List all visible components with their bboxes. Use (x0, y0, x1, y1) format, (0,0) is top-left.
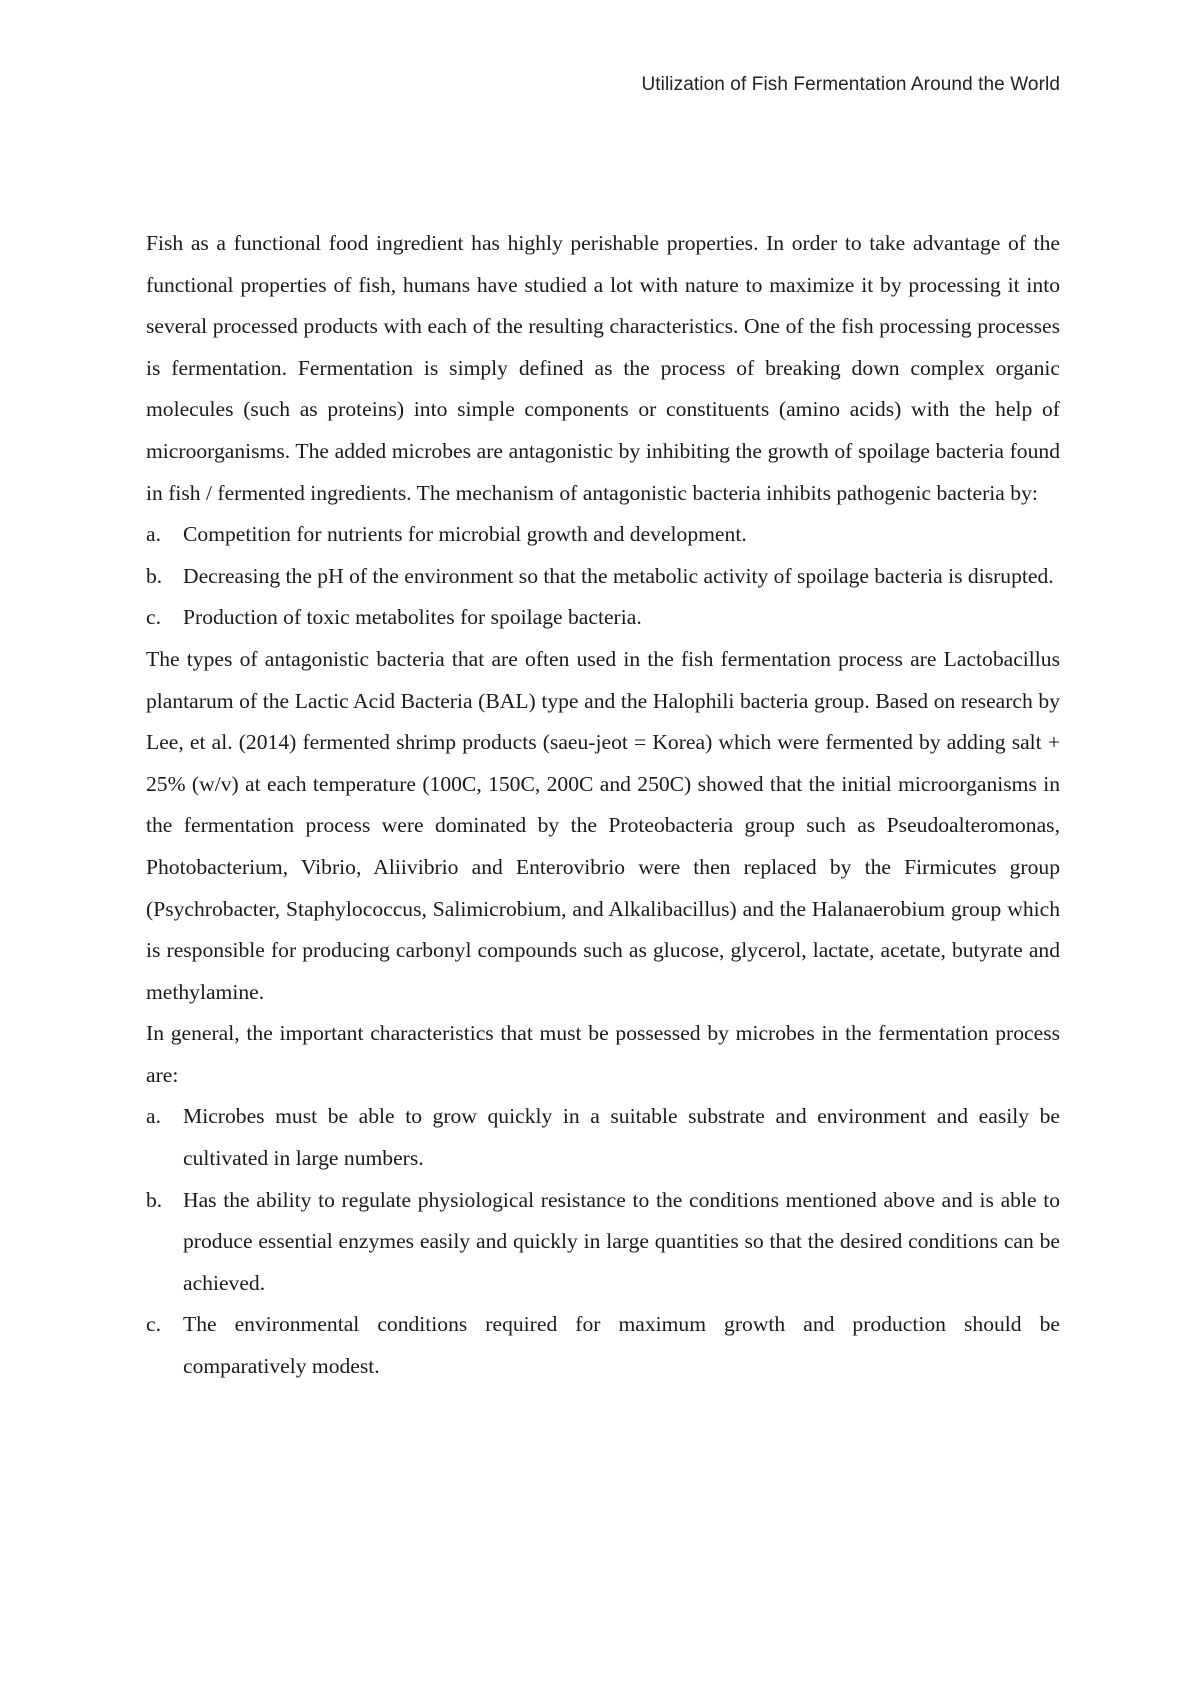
list-marker: a. (146, 522, 161, 547)
list-item (146, 1096, 1060, 1179)
body-text (146, 223, 1060, 1388)
list-item-text: Microbes must be able to grow quickly in a suitable substrate and environment and easily be cultivated in large numbers. (183, 1104, 1060, 1171)
list-item-text: The environmental conditions required for maximum growth and production should be comparatively modest. (183, 1312, 1060, 1379)
list-marker: a. (146, 1104, 161, 1129)
list-item-text: Decreasing the pH of the environment so that the metabolic activity of spoilage bacteria is disrupted. (183, 563, 1054, 588)
list-item-text: Production of toxic metabolites for spoilage bacteria. (183, 605, 642, 630)
list-marker: b. (146, 563, 163, 588)
running-header: Utilization of Fish Fermentation Around the World (641, 74, 1060, 95)
list-item (146, 556, 1060, 598)
list-item (146, 1180, 1060, 1305)
list-marker: b. (146, 1187, 163, 1212)
list-marker: c. (146, 605, 161, 630)
mechanism-list (146, 514, 1060, 639)
intro-paragraph: Fish as a functional food ingredient has highly perishable properties. In order to take advantage of the functional properties of fish, humans have studied a lot with nature to maximize it by processing it into several processed products with each of the resulting characteristics. One of the fish processing processes is fermentation. Fermentation is simply defined as the process of breaking down complex organic molecules (such as proteins) into simple components or constituents (amino acids) with the help of microorganisms. The added microbes are antagonistic by inhibiting the growth of spoilage bacteria found in fish / fermented ingredients. The mechanism of antagonistic bacteria inhibits pathogenic bacteria by: (146, 231, 1060, 505)
list-item-text: Competition for nutrients for microbial growth and development. (183, 522, 747, 547)
characteristics-list (146, 1096, 1060, 1387)
characteristics-paragraph: In general, the important characteristics that must be possessed by microbes in the fermentation process are: (146, 1021, 1060, 1087)
bacteria-types-paragraph: The types of antagonistic bacteria that are often used in the fish fermentation process are Lactobacillus plantarum of the Lactic Acid Bacteria (BAL) type and the Halophili bacteria group. Based on research by Lee, et al. (2014) fermented shrimp products (saeu-jeot = Korea) which were fermented by adding salt + 25% (w/v) at each temperature (100C, 150C, 200C and 250C) showed that the initial microorganisms in the fermentation process were dominated by the Proteobacteria group such as Pseudoalteromonas, Photobacterium, Vibrio, Aliivibrio and Enterovibrio were then replaced by the Firmicutes group (Psychrobacter, Staphylococcus, Salimicrobium, and Alkalibacillus) and the Halanaerobium group which is responsible for producing carbonyl compounds such as glucose, glycerol, lactate, acetate, butyrate and methylamine. (146, 646, 1060, 1004)
list-item (146, 597, 1060, 639)
list-item (146, 514, 1060, 556)
list-item (146, 1304, 1060, 1387)
list-marker: c. (146, 1312, 161, 1337)
list-item-text: Has the ability to regulate physiological resistance to the conditions mentioned above and is able to produce essential enzymes easily and quickly in large quantities so that the desired conditions can be achieved. (183, 1187, 1060, 1295)
